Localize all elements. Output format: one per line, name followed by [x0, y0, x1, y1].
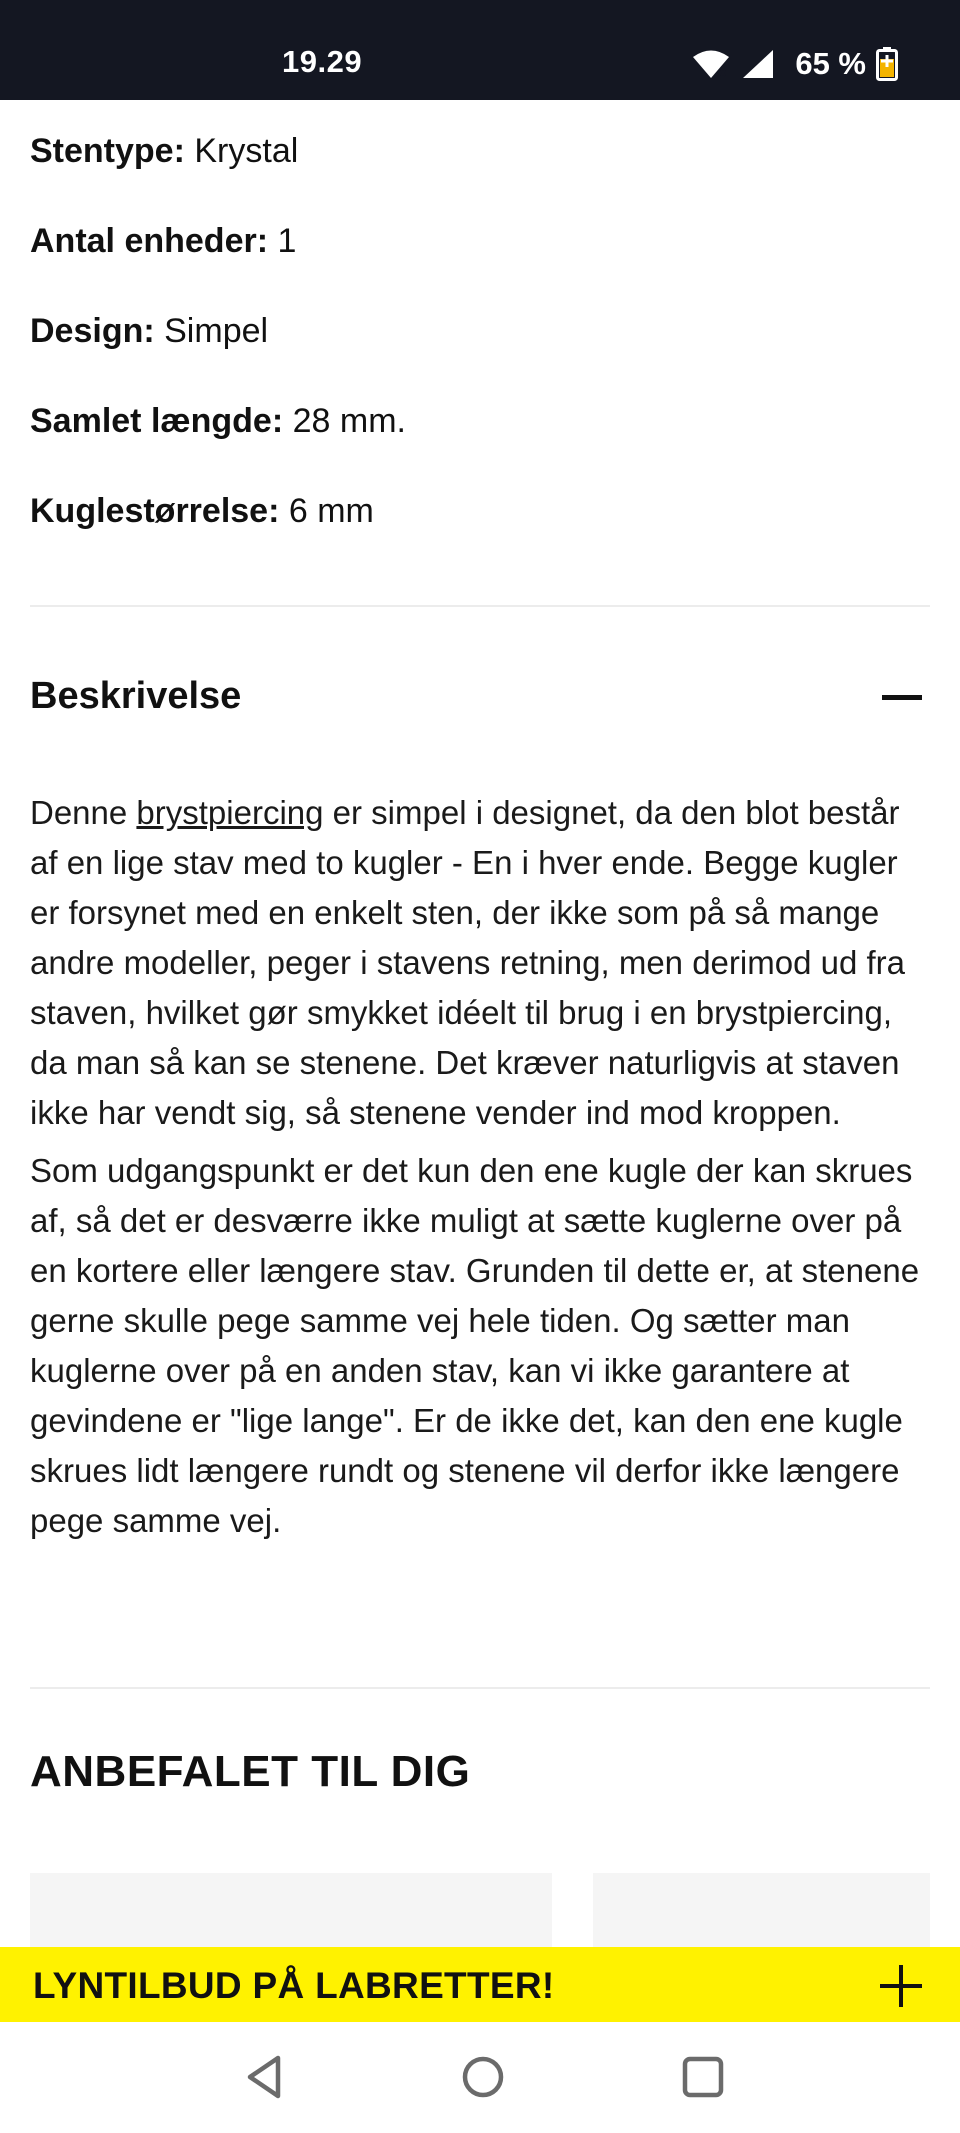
- plus-icon[interactable]: [880, 1965, 922, 2007]
- spec-label: Samlet længde:: [30, 402, 284, 440]
- recommended-title: ANBEFALET TIL DIG: [30, 1747, 471, 1796]
- spec-row-ball-size: [30, 491, 374, 531]
- description-paragraph: Denne brystpiercing er simpel i designet, da den blot består af en lige stav med to kugler - En i hver ende. Begge kugler er forsynet med en enkelt sten, der ikke som på så mange andre modeller, peger i stavens retning, men derimod ud fra staven, hvilket gør smykket idéelt til brug i en brystpiercing, da man så kan se stenene. Det kræver naturligvis at staven ikke har vendt sig, så stenene vender ind mod kroppen.: [30, 794, 905, 1131]
- spec-label: Design:: [30, 312, 155, 350]
- promo-bar[interactable]: [0, 1947, 960, 2022]
- back-icon[interactable]: [240, 2052, 290, 2102]
- status-bar: [0, 0, 960, 100]
- brystpiercing-link[interactable]: brystpiercing: [136, 794, 324, 831]
- product-card[interactable]: [30, 1873, 552, 1953]
- system-nav-bar: [0, 2022, 960, 2133]
- description-body: [30, 788, 930, 1554]
- spec-row-unit-count: [30, 221, 296, 261]
- spec-row-design: [30, 311, 268, 351]
- status-time: 19.29: [282, 44, 363, 79]
- spec-value: Krystal: [184, 132, 299, 170]
- spec-value: 1: [268, 222, 297, 260]
- divider: [30, 1687, 930, 1689]
- promo-text: LYNTILBUD PÅ LABRETTER!: [33, 1965, 555, 2006]
- product-card[interactable]: [593, 1873, 930, 1953]
- spec-value: 6 mm: [279, 492, 374, 530]
- description-paragraph: Som udgangspunkt er det kun den ene kugle der kan skrues af, så det er desværre ikke muligt at sætte kuglerne over på en kortere eller længere stav. Grunden til dette er, at stenene gerne skulle pege samme vej hele tiden. Og sætter man kuglerne over på en anden stav, kan vi ikke garantere at gevindene er "lige lange". Er de ikke det, kan den ene kugle skrues lidt længere rundt og stenene vil derfor ikke længere pege samme vej.: [30, 1152, 920, 1539]
- description-title: Beskrivelse: [30, 675, 242, 717]
- battery-charging-icon: [876, 47, 898, 81]
- spec-label: Stentype:: [30, 132, 185, 170]
- spec-row-total-length: [30, 401, 406, 441]
- spec-row-stone-type: [30, 131, 298, 171]
- signal-icon: [741, 48, 775, 80]
- recents-icon[interactable]: [678, 2052, 728, 2102]
- spec-value: Simpel: [154, 312, 269, 350]
- divider: [30, 605, 930, 607]
- wifi-icon: [691, 48, 731, 80]
- home-icon[interactable]: [458, 2052, 508, 2102]
- description-header[interactable]: [30, 665, 930, 727]
- status-icons: [691, 46, 898, 82]
- spec-label: Antal enheder:: [30, 222, 269, 260]
- spec-value: 28 mm.: [283, 402, 406, 440]
- minus-icon[interactable]: [882, 677, 922, 717]
- battery-level: 65 %: [795, 46, 866, 81]
- spec-label: Kuglestørrelse:: [30, 492, 280, 530]
